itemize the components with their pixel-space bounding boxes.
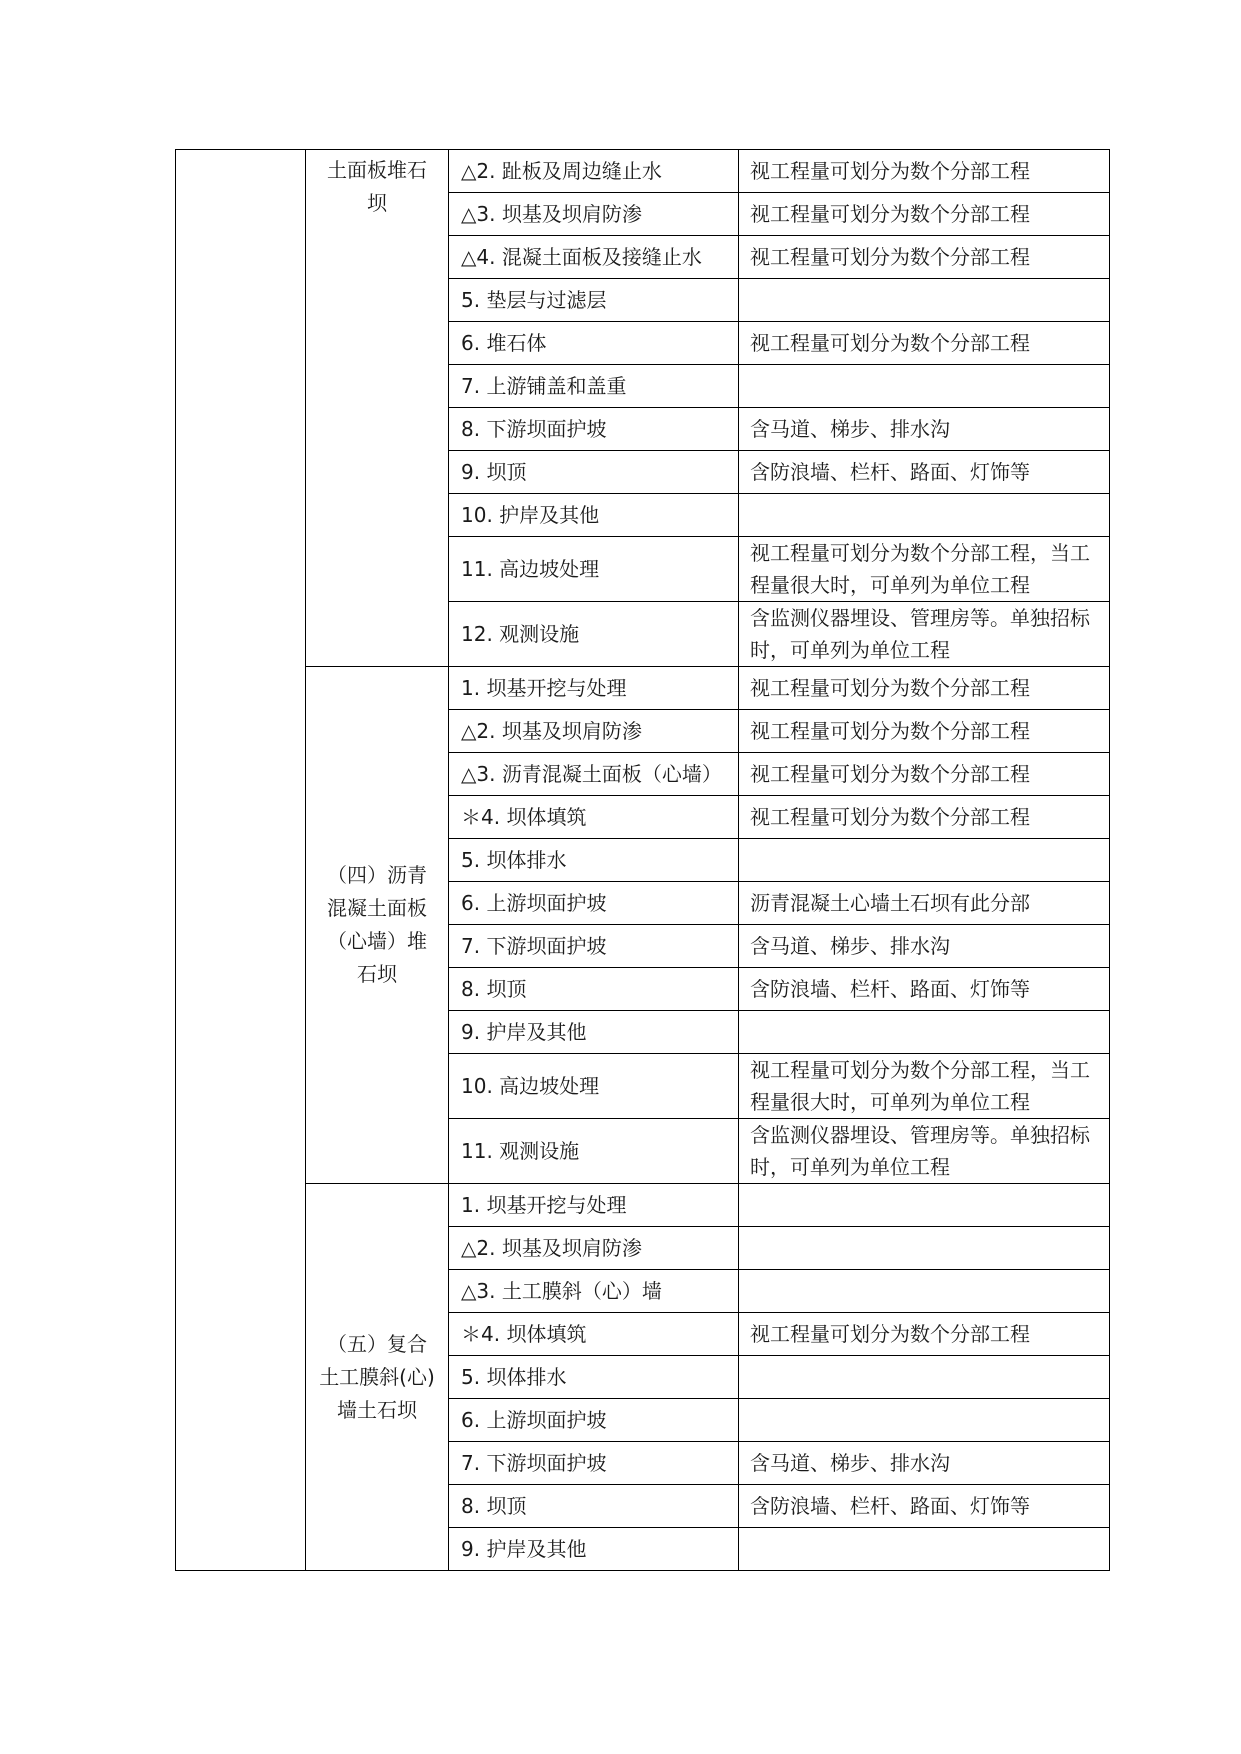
- note-cell: 含防浪墙、栏杆、路面、灯饰等: [739, 451, 1110, 494]
- item-cell: 11. 观测设施: [449, 1119, 739, 1184]
- item-cell: △2. 坝基及坝肩防渗: [449, 1227, 739, 1270]
- note-cell: 视工程量可划分为数个分部工程: [739, 236, 1110, 279]
- item-cell: 11. 高边坡处理: [449, 537, 739, 602]
- note-cell: 含防浪墙、栏杆、路面、灯饰等: [739, 968, 1110, 1011]
- note-cell: 视工程量可划分为数个分部工程: [739, 193, 1110, 236]
- item-cell: 1. 坝基开挖与处理: [449, 667, 739, 710]
- note-cell: [739, 1528, 1110, 1571]
- item-cell: 10. 护岸及其他: [449, 494, 739, 537]
- item-cell: 8. 坝顶: [449, 1485, 739, 1528]
- category-cell: [306, 1184, 449, 1571]
- item-cell: △3. 坝基及坝肩防渗: [449, 193, 739, 236]
- category-cell: [306, 150, 449, 667]
- note-cell: [739, 1270, 1110, 1313]
- note-cell: 含马道、梯步、排水沟: [739, 925, 1110, 968]
- item-cell: △2. 趾板及周边缝止水: [449, 150, 739, 193]
- item-cell: 9. 护岸及其他: [449, 1011, 739, 1054]
- category-text: 混凝土面板: [327, 896, 427, 920]
- note-cell: [739, 1399, 1110, 1442]
- note-cell: [739, 365, 1110, 408]
- category-text: 坝: [367, 191, 387, 215]
- item-cell: 6. 堆石体: [449, 322, 739, 365]
- item-cell: 5. 垫层与过滤层: [449, 279, 739, 322]
- note-cell: [739, 1227, 1110, 1270]
- category-text: 土面板堆石: [327, 158, 427, 182]
- note-cell: 视工程量可划分为数个分部工程: [739, 1313, 1110, 1356]
- note-cell: 视工程量可划分为数个分部工程: [739, 796, 1110, 839]
- note-cell: 视工程量可划分为数个分部工程: [739, 322, 1110, 365]
- note-cell: 视工程量可划分为数个分部工程，当工程量很大时，可单列为单位工程: [739, 1054, 1110, 1119]
- item-cell: 9. 坝顶: [449, 451, 739, 494]
- note-cell: [739, 1356, 1110, 1399]
- item-cell: 9. 护岸及其他: [449, 1528, 739, 1571]
- item-cell: 8. 下游坝面护坡: [449, 408, 739, 451]
- item-cell: △3. 沥青混凝土面板（心墙）: [449, 753, 739, 796]
- project-type-cell: [176, 150, 306, 1571]
- division-table: [175, 149, 1110, 1571]
- note-cell: 含监测仪器埋设、管理房等。单独招标时，可单列为单位工程: [739, 1119, 1110, 1184]
- note-cell: 含监测仪器埋设、管理房等。单独招标时，可单列为单位工程: [739, 602, 1110, 667]
- item-cell: 7. 下游坝面护坡: [449, 1442, 739, 1485]
- note-cell: [739, 494, 1110, 537]
- item-cell: 7. 下游坝面护坡: [449, 925, 739, 968]
- note-cell: 视工程量可划分为数个分部工程: [739, 667, 1110, 710]
- note-cell: [739, 839, 1110, 882]
- note-cell: 视工程量可划分为数个分部工程: [739, 150, 1110, 193]
- category-text: 石坝: [357, 962, 397, 986]
- note-cell: 含防浪墙、栏杆、路面、灯饰等: [739, 1485, 1110, 1528]
- item-cell: 6. 上游坝面护坡: [449, 882, 739, 925]
- category-text: （四）沥青: [327, 863, 427, 887]
- note-cell: 沥青混凝土心墙土石坝有此分部: [739, 882, 1110, 925]
- item-cell: 1. 坝基开挖与处理: [449, 1184, 739, 1227]
- note-cell: 视工程量可划分为数个分部工程，当工程量很大时，可单列为单位工程: [739, 537, 1110, 602]
- category-text: （五）复合: [327, 1331, 427, 1356]
- note-cell: 视工程量可划分为数个分部工程: [739, 753, 1110, 796]
- item-cell: 8. 坝顶: [449, 968, 739, 1011]
- note-cell: [739, 279, 1110, 322]
- category-text: （心墙）堆: [327, 929, 427, 953]
- note-cell: 含马道、梯步、排水沟: [739, 408, 1110, 451]
- item-cell: △4. 混凝土面板及接缝止水: [449, 236, 739, 279]
- note-cell: 含马道、梯步、排水沟: [739, 1442, 1110, 1485]
- note-cell: 视工程量可划分为数个分部工程: [739, 710, 1110, 753]
- item-cell: 6. 上游坝面护坡: [449, 1399, 739, 1442]
- category-text: 墙土石坝: [337, 1397, 417, 1422]
- category-cell: [306, 667, 449, 1184]
- item-cell: ＊4. 坝体填筑: [449, 1313, 739, 1356]
- item-cell: △2. 坝基及坝肩防渗: [449, 710, 739, 753]
- item-cell: 10. 高边坡处理: [449, 1054, 739, 1119]
- note-cell: [739, 1011, 1110, 1054]
- item-cell: ＊4. 坝体填筑: [449, 796, 739, 839]
- category-text: 土工膜斜(心): [319, 1364, 435, 1389]
- item-cell: △3. 土工膜斜（心）墙: [449, 1270, 739, 1313]
- item-cell: 7. 上游铺盖和盖重: [449, 365, 739, 408]
- note-cell: [739, 1184, 1110, 1227]
- item-cell: 5. 坝体排水: [449, 839, 739, 882]
- item-cell: 5. 坝体排水: [449, 1356, 739, 1399]
- item-cell: 12. 观测设施: [449, 602, 739, 667]
